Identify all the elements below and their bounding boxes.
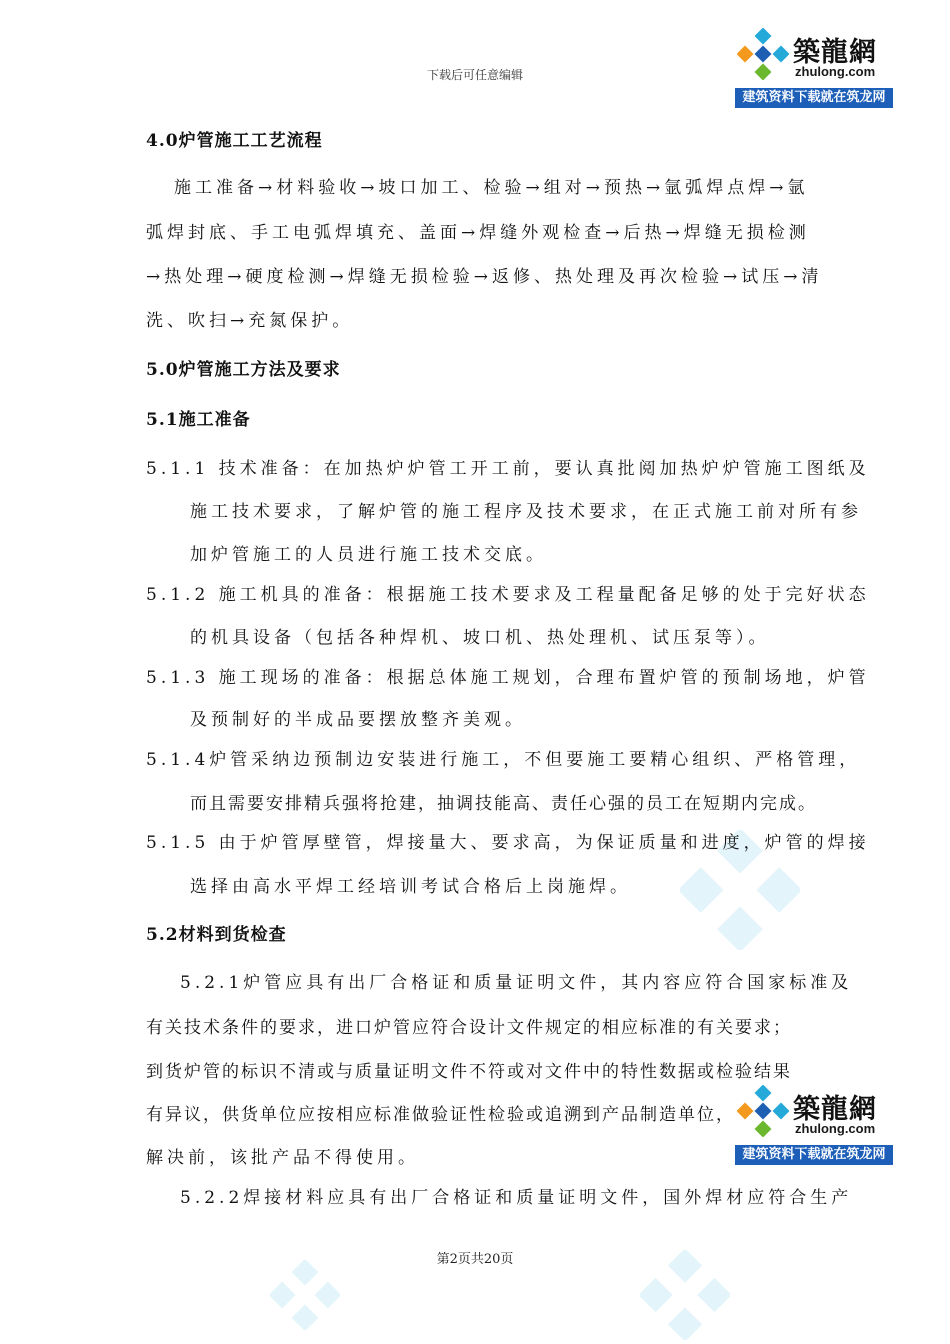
paragraph-line: 有异议，供货单位应按相应标准做验证性检验或追溯到产品制造单位， bbox=[146, 1105, 735, 1125]
paragraph-line: 而且需要安排精兵强将抢建，抽调技能高、责任心强的员工在短期内完成。 bbox=[190, 794, 817, 814]
section-5-0-title: 5.0炉管施工方法及要求 bbox=[146, 360, 341, 380]
paragraph-line: 弧焊封底、手工电弧焊填充、盖面→焊缝外观检查→后热→焊缝无损检测 bbox=[146, 223, 810, 243]
paragraph-line: 及预制好的半成品要摆放整齐美观。 bbox=[190, 710, 526, 730]
zhulong-logo-lower bbox=[735, 1083, 893, 1165]
page-number: 第2页共20页 bbox=[436, 1252, 514, 1267]
paragraph-line: 5.1.5 由于炉管厚壁管，焊接量大、要求高，为保证质量和进度，炉管的焊接 bbox=[146, 833, 870, 853]
section-5-2-title: 5.2材料到货检查 bbox=[146, 925, 287, 945]
section-4-0-title: 4.0炉管施工工艺流程 bbox=[146, 131, 323, 151]
logo-banner: 建筑资料下载就在筑龙网 bbox=[735, 1145, 893, 1165]
paragraph-line: 加炉管施工的人员进行施工技术交底。 bbox=[190, 545, 547, 565]
paragraph-line: 5.1.1 技术准备：在加热炉炉管工开工前，要认真批阅加热炉炉管施工图纸及 bbox=[146, 459, 870, 479]
logo-name-cn: 築龍網 bbox=[793, 1094, 877, 1125]
paragraph-line: 5.2.1炉管应具有出厂合格证和质量证明文件，其内容应符合国家标准及 bbox=[180, 973, 853, 993]
logo-domain: zhulong.com bbox=[795, 64, 876, 79]
logo-name-cn: 築龍網 bbox=[793, 37, 877, 68]
paragraph-line: →热处理→硬度检测→焊缝无损检验→返修、热处理及再次检验→试压→清 bbox=[146, 267, 823, 287]
paragraph-line: 有关技术条件的要求，进口炉管应符合设计文件规定的相应标准的有关要求； bbox=[146, 1018, 792, 1038]
snowflake-logo-icon bbox=[737, 28, 789, 80]
paragraph-line: 的机具设备（包括各种焊机、坡口机、热处理机、试压泵等）。 bbox=[190, 628, 770, 648]
paragraph-line: 到货炉管的标识不清或与质量证明文件不符或对文件中的特性数据或检验结果 bbox=[146, 1062, 792, 1082]
header-note: 下载后可任意编辑 bbox=[426, 68, 523, 82]
paragraph-line: 洗、吹扫→充氮保护。 bbox=[146, 311, 354, 331]
logo-domain: zhulong.com bbox=[795, 1121, 876, 1136]
paragraph-line: 5.1.3 施工现场的准备：根据总体施工规划，合理布置炉管的预制场地，炉管 bbox=[146, 668, 870, 688]
section-5-1-title: 5.1施工准备 bbox=[146, 410, 251, 430]
logo-banner: 建筑资料下载就在筑龙网 bbox=[735, 88, 893, 108]
paragraph-line: 5.1.4炉管采纳边预制边安装进行施工，不但要施工要精心组织、严格管理， bbox=[146, 750, 861, 770]
paragraph-line: 选择由高水平焊工经培训考试合格后上岗施焊。 bbox=[190, 877, 631, 897]
paragraph-line: 施工准备→材料验收→坡口加工、检验→组对→预热→氩弧焊点焊→氩 bbox=[174, 178, 809, 198]
paragraph-line: 5.2.2焊接材料应具有出厂合格证和质量证明文件，国外焊材应符合生产 bbox=[180, 1188, 853, 1208]
paragraph-line: 5.1.2 施工机具的准备：根据施工技术要求及工程量配备足够的处于完好状态 bbox=[146, 585, 870, 605]
paragraph-line: 施工技术要求，了解炉管的施工程序及技术要求，在正式施工前对所有参 bbox=[190, 502, 862, 522]
paragraph-line: 解决前，该批产品不得使用。 bbox=[146, 1148, 419, 1168]
snowflake-logo-icon bbox=[737, 1085, 789, 1137]
zhulong-logo bbox=[735, 26, 893, 108]
watermark-snowflake-icon bbox=[270, 1260, 340, 1330]
